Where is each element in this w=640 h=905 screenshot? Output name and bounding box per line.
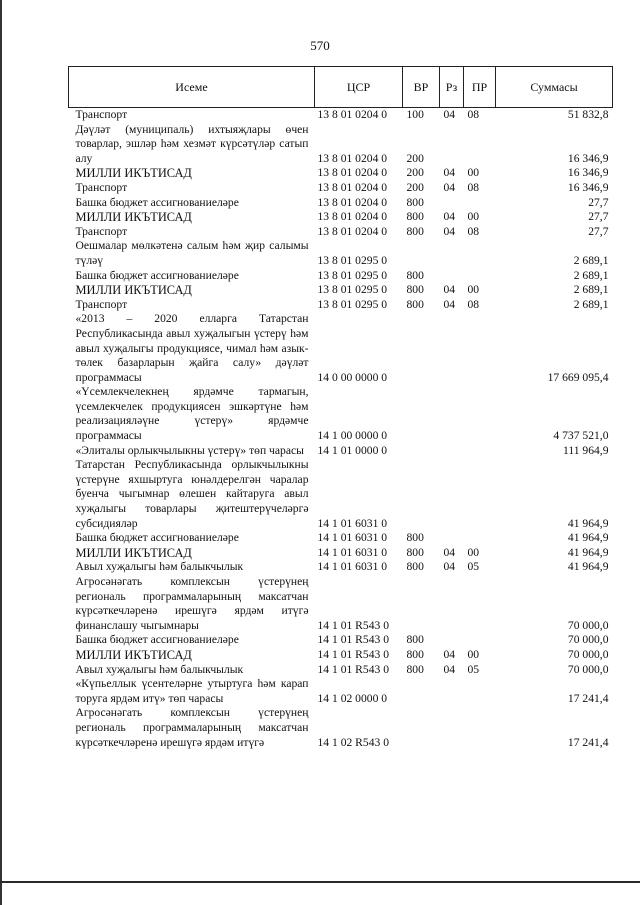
row-amount: 41 964,9 — [567, 545, 609, 559]
table-row — [69, 663, 613, 678]
row-rz-code: 04 — [443, 545, 456, 559]
row-rz-code: 04 — [443, 108, 456, 121]
table-row — [69, 648, 613, 663]
row-csr-code: 14 1 01 0000 0 — [317, 443, 388, 457]
row-amount: 16 346,9 — [567, 151, 609, 165]
table-row — [69, 181, 613, 196]
row-rz-code: 04 — [443, 224, 456, 238]
row-vr-code: 800 — [406, 633, 424, 647]
row-name: Транспорт — [75, 108, 128, 121]
row-name: Авыл хуҗалыгы һәм балыкчылык — [75, 662, 244, 676]
row-pr-code: 00 — [467, 283, 480, 297]
row-pr-code: 00 — [467, 166, 480, 180]
budget-table — [68, 66, 613, 750]
header-amount: Суммасы — [496, 67, 613, 108]
table-row — [69, 166, 613, 181]
row-rz-code — [440, 706, 464, 750]
row-csr-code: 14 0 00 0000 0 — [317, 370, 388, 384]
row-vr-code — [403, 444, 440, 459]
row-pr-code — [464, 677, 496, 706]
row-name: «Элиталы орлыкчылыкны үстерү» төп чарасы — [75, 443, 304, 457]
row-amount: 27,7 — [588, 224, 609, 238]
row-pr-code — [464, 444, 496, 459]
table-row — [69, 706, 613, 750]
row-csr-code: 14 1 01 6031 0 — [317, 516, 388, 530]
row-name: Агросәнәгать комплексын үстерүнең региональ программаларының максатчан күрсәткечләренә ирешүгә ярдәм итүгә финанслашу чыгымнары — [75, 575, 309, 632]
row-rz-code — [440, 312, 464, 385]
row-pr-code: 08 — [467, 224, 480, 238]
row-csr-code: 14 1 01 6031 0 — [317, 531, 388, 545]
table-row — [69, 677, 613, 706]
row-vr-code: 800 — [406, 283, 424, 297]
row-vr-code: 800 — [406, 210, 424, 224]
row-amount: 2 689,1 — [573, 268, 609, 282]
row-rz-code — [440, 196, 464, 211]
row-name: МИЛЛИ ИКЪТИСАД — [75, 166, 192, 181]
row-name: «Үсемлекчелекнең ярдәмче тармагын, үсемлекчелек продукциясен эшкәртүне һәм реализацияләүне үстерү» ярдәмче программасы — [75, 385, 309, 443]
row-name: Башка бюджет ассигнованиеләре — [75, 195, 239, 209]
row-name: Авыл хуҗалыгы һәм балыкчылык — [75, 560, 244, 574]
table-row — [69, 298, 613, 313]
row-csr-code: 13 8 01 0204 0 — [317, 108, 388, 121]
row-pr-code: 08 — [467, 108, 480, 121]
row-pr-code: 00 — [467, 210, 480, 224]
row-name: Транспорт — [75, 224, 128, 238]
row-vr-code: 800 — [406, 531, 424, 545]
row-csr-code: 13 8 01 0204 0 — [317, 195, 388, 209]
header-vr: ВР — [403, 67, 440, 108]
row-name: Оешмалар мөлкәтенә салым һәм җир салымы түләү — [75, 239, 309, 267]
row-csr-code: 13 8 01 0204 0 — [317, 180, 388, 194]
row-vr-code: 800 — [406, 268, 424, 282]
row-amount: 41 964,9 — [567, 560, 609, 574]
row-csr-code: 14 1 01 R543 0 — [317, 633, 389, 647]
row-pr-code — [464, 123, 496, 167]
row-rz-code: 04 — [443, 180, 456, 194]
row-rz-code — [440, 575, 464, 633]
header-csr: ЦСР — [315, 67, 403, 108]
row-rz-code: 04 — [443, 297, 456, 311]
row-vr-code: 800 — [406, 560, 424, 574]
row-name: Татарстан Республикасында орлыкчылыкны үстерүне яхшыртуга юнәлдерелгән чаралар буенча чыгымнар өлешен кайтаруга авыл хуҗалыгы товарлары җитештерүчеләргә субсидияләр — [75, 458, 309, 530]
row-csr-code: 13 8 01 0295 0 — [317, 253, 388, 267]
row-csr-code: 13 8 01 0204 0 — [317, 151, 388, 165]
row-name: «2013 – 2020 елларга Татарстан Республикасында авыл хуҗалыгын үстерү һәм авыл хуҗалыгы продукциясе, чимал һәм азык-төлек базарларын җайга салу» дәүләт программасы — [75, 312, 309, 384]
row-vr-code — [403, 458, 440, 531]
row-csr-code: 13 8 01 0295 0 — [317, 268, 388, 282]
row-vr-code — [403, 575, 440, 633]
row-amount: 17 241,4 — [567, 735, 609, 749]
table-row — [69, 575, 613, 633]
row-amount: 27,7 — [588, 210, 609, 224]
row-amount: 17 669 095,4 — [547, 370, 609, 384]
row-csr-code: 14 1 01 6031 0 — [317, 545, 388, 559]
row-pr-code — [464, 196, 496, 211]
row-rz-code — [440, 239, 464, 268]
row-rz-code — [440, 677, 464, 706]
row-vr-code — [403, 706, 440, 750]
header-pr: ПР — [464, 67, 496, 108]
row-rz-code — [440, 633, 464, 648]
row-pr-code: 05 — [467, 560, 480, 574]
table-row — [69, 633, 613, 648]
row-vr-code — [403, 312, 440, 385]
table-row — [69, 312, 613, 385]
row-amount: 27,7 — [588, 195, 609, 209]
row-rz-code: 04 — [443, 210, 456, 224]
row-pr-code — [464, 706, 496, 750]
row-csr-code: 14 1 01 6031 0 — [317, 560, 388, 574]
row-rz-code — [440, 269, 464, 284]
table-row — [69, 560, 613, 575]
row-name: «Күпьеллык үсентеләрне утыртуга һәм карап торуга ярдәм итү» төп чарасы — [75, 677, 309, 705]
table-header-row — [69, 67, 613, 108]
row-amount: 70 000,0 — [567, 647, 609, 661]
row-name: Транспорт — [75, 180, 128, 194]
row-rz-code — [440, 385, 464, 443]
row-csr-code: 14 1 00 0000 0 — [317, 429, 388, 443]
row-amount: 41 964,9 — [567, 531, 609, 545]
row-csr-code: 14 1 01 R543 0 — [317, 618, 389, 632]
row-name: МИЛЛИ ИКЪТИСАД — [75, 210, 192, 225]
row-amount: 70 000,0 — [567, 662, 609, 676]
row-rz-code: 04 — [443, 647, 456, 661]
row-vr-code — [403, 239, 440, 268]
table-row — [69, 385, 613, 443]
row-name: МИЛЛИ ИКЪТИСАД — [75, 283, 192, 298]
row-rz-code: 04 — [443, 560, 456, 574]
row-pr-code — [464, 531, 496, 546]
row-vr-code: 800 — [406, 647, 424, 661]
row-amount: 16 346,9 — [567, 180, 609, 194]
table-row — [69, 196, 613, 211]
row-vr-code: 200 — [406, 180, 424, 194]
row-pr-code: 08 — [467, 297, 480, 311]
table-row — [69, 225, 613, 240]
row-rz-code — [440, 531, 464, 546]
row-vr-code: 200 — [406, 166, 424, 180]
table-row — [69, 531, 613, 546]
row-rz-code — [440, 458, 464, 531]
row-csr-code: 14 1 01 R543 0 — [317, 662, 389, 676]
row-amount: 41 964,9 — [567, 516, 609, 530]
table-row — [69, 210, 613, 225]
table-row — [69, 269, 613, 284]
row-amount: 51 832,8 — [567, 108, 609, 121]
row-vr-code: 800 — [406, 662, 424, 676]
row-amount: 16 346,9 — [567, 166, 609, 180]
row-amount: 17 241,4 — [567, 691, 609, 705]
row-name: Башка бюджет ассигнованиеләре — [75, 268, 239, 282]
row-csr-code: 13 8 01 0204 0 — [317, 210, 388, 224]
row-name: Агросәнәгать комплексын үстерүнең региональ программаларының максатчан күрсәткечләренә ирешүгә ярдәм итүгә — [75, 706, 309, 749]
row-amount: 70 000,0 — [567, 633, 609, 647]
row-name: МИЛЛИ ИКЪТИСАД — [75, 647, 192, 662]
row-amount: 70 000,0 — [567, 618, 609, 632]
row-csr-code: 13 8 01 0295 0 — [317, 297, 388, 311]
row-pr-code — [464, 239, 496, 268]
row-pr-code — [464, 312, 496, 385]
header-name: Исеме — [69, 67, 315, 108]
row-vr-code: 200 — [406, 151, 424, 165]
row-pr-code: 05 — [467, 662, 480, 676]
row-pr-code: 08 — [467, 180, 480, 194]
row-amount: 2 689,1 — [573, 297, 609, 311]
row-pr-code — [464, 385, 496, 443]
row-name: Башка бюджет ассигнованиеләре — [75, 633, 239, 647]
table-row — [69, 444, 613, 459]
row-csr-code: 13 8 01 0204 0 — [317, 224, 388, 238]
header-rz: Рз — [440, 67, 464, 108]
table-row — [69, 458, 613, 531]
row-pr-code — [464, 458, 496, 531]
row-name: Транспорт — [75, 297, 128, 311]
row-vr-code — [403, 677, 440, 706]
row-csr-code: 13 8 01 0295 0 — [317, 283, 388, 297]
table-row — [69, 546, 613, 561]
row-pr-code: 00 — [467, 647, 480, 661]
table-row — [69, 123, 613, 167]
row-amount: 2 689,1 — [573, 253, 609, 267]
row-pr-code — [464, 575, 496, 633]
row-amount: 4 737 521,0 — [553, 429, 609, 443]
page-number: 570 — [310, 38, 330, 53]
scan-bottom-rule — [0, 881, 640, 883]
table-body — [69, 108, 613, 751]
row-rz-code — [440, 444, 464, 459]
row-pr-code — [464, 633, 496, 648]
row-pr-code: 00 — [467, 545, 480, 559]
row-csr-code: 14 1 01 R543 0 — [317, 647, 389, 661]
row-csr-code: 14 1 02 R543 0 — [317, 735, 389, 749]
row-amount: 111 964,9 — [562, 443, 609, 457]
row-rz-code — [440, 123, 464, 167]
table-row — [69, 239, 613, 268]
row-name: Дәүләт (муниципаль) ихтыяҗлары өчен товарлар, эшләр һәм хезмәт күрсәтүләр сатып алу — [75, 122, 309, 165]
row-vr-code: 800 — [406, 224, 424, 238]
row-vr-code: 800 — [406, 545, 424, 559]
row-rz-code: 04 — [443, 166, 456, 180]
row-pr-code — [464, 269, 496, 284]
row-csr-code: 13 8 01 0204 0 — [317, 166, 388, 180]
table-row — [69, 283, 613, 298]
row-vr-code: 800 — [406, 195, 424, 209]
row-rz-code: 04 — [443, 662, 456, 676]
row-amount: 2 689,1 — [573, 283, 609, 297]
table-row — [69, 108, 613, 123]
scan-margin-line — [0, 0, 2, 905]
row-vr-code: 800 — [406, 297, 424, 311]
row-vr-code — [403, 385, 440, 443]
row-csr-code: 14 1 02 0000 0 — [317, 691, 388, 705]
row-name: МИЛЛИ ИКЪТИСАД — [75, 545, 192, 560]
row-vr-code: 100 — [406, 108, 424, 121]
row-rz-code: 04 — [443, 283, 456, 297]
row-name: Башка бюджет ассигнованиеләре — [75, 531, 239, 545]
